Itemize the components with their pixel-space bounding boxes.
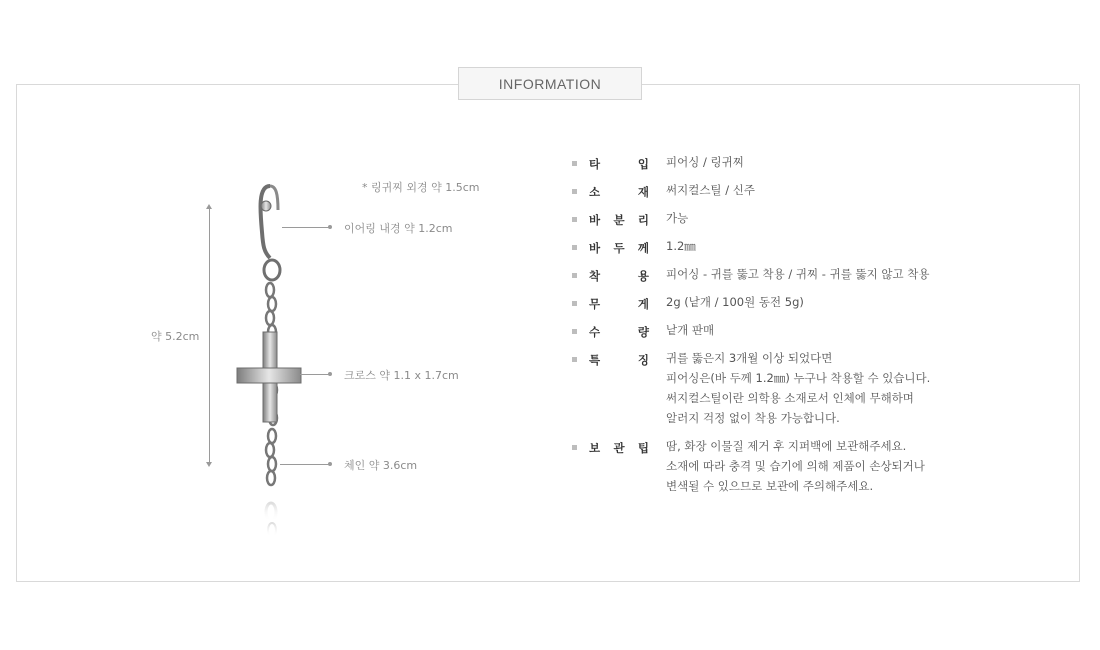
spec-value	[666, 180, 755, 200]
spec-label	[589, 440, 649, 456]
spec-label	[589, 156, 649, 172]
spec-label-char: 두	[613, 241, 625, 255]
spec-label	[589, 296, 649, 312]
spec-value-line: 알러지 걱정 없이 착용 가능합니다.	[666, 411, 840, 425]
spec-row	[572, 324, 1052, 340]
spec-label	[589, 268, 649, 284]
inner-diameter-annotation: 이어링 내경 약 1.2cm	[344, 222, 453, 235]
spec-label-char: 바	[589, 241, 601, 255]
bullet-icon	[572, 245, 577, 250]
bullet-icon	[572, 273, 577, 278]
chain-leader-dot	[328, 462, 332, 466]
spec-row	[572, 184, 1052, 200]
spec-label-char: 소	[589, 185, 601, 199]
spec-label-char: 재	[637, 185, 649, 199]
spec-value	[666, 264, 929, 284]
spec-label-char: 리	[637, 213, 649, 227]
spec-value-line: 낱개 판매	[666, 323, 715, 337]
spec-label-char: 특	[589, 353, 601, 367]
chain-leader-line	[280, 464, 330, 465]
cross-size-annotation: 크로스 약 1.1 x 1.7cm	[344, 369, 459, 382]
spec-label-char: 분	[613, 213, 625, 227]
bullet-icon	[572, 189, 577, 194]
spec-label-char: 관	[613, 441, 625, 455]
spec-list	[572, 156, 1052, 508]
spec-row	[572, 240, 1052, 256]
spec-label-char: 착	[589, 269, 601, 283]
bullet-icon	[572, 217, 577, 222]
spec-value	[666, 436, 925, 496]
spec-value	[666, 348, 930, 428]
spec-label	[589, 184, 649, 200]
spec-label-char: 바	[589, 213, 601, 227]
spec-value-line: 소재에 따라 충격 및 습기에 의해 제품이 손상되거나	[666, 459, 925, 473]
spec-value-line: 가능	[666, 211, 689, 225]
spec-label-char: 량	[637, 325, 649, 339]
cross-leader-dot	[328, 372, 332, 376]
spec-label-char: 팁	[637, 441, 649, 455]
spec-label-char: 게	[637, 297, 649, 311]
spec-label-char: 수	[589, 325, 601, 339]
bullet-icon	[572, 357, 577, 362]
bullet-icon	[572, 445, 577, 450]
spec-label	[589, 240, 649, 256]
spec-value-line: 피어싱 / 링귀찌	[666, 155, 744, 169]
spec-value-line: 변색될 수 있으므로 보관에 주의해주세요.	[666, 479, 874, 493]
spec-value	[666, 236, 696, 256]
spec-row	[572, 212, 1052, 228]
bullet-icon	[572, 301, 577, 306]
spec-value-line: 피어싱 - 귀를 뚫고 착용 / 귀찌 - 귀를 뚫지 않고 착용	[666, 267, 930, 281]
spec-label	[589, 212, 649, 228]
arrow-up-icon	[206, 204, 212, 209]
spec-value-line: 써지컬스틸 / 신주	[666, 183, 755, 197]
spec-label-char: 보	[589, 441, 601, 455]
spec-value-line: 1.2㎜	[666, 239, 696, 253]
chain-length-annotation: 체인 약 3.6cm	[344, 459, 418, 472]
spec-row	[572, 352, 1052, 428]
bullet-icon	[572, 329, 577, 334]
spec-value-line: 써지컬스틸이란 의학용 소재로서 인체에 무해하며	[666, 391, 914, 405]
spec-row	[572, 156, 1052, 172]
inner-leader-line	[282, 227, 330, 228]
spec-value-line: 땀, 화장 이물질 제거 후 지퍼백에 보관해주세요.	[666, 439, 907, 453]
spec-label-char: 징	[637, 353, 649, 367]
arrow-down-icon	[206, 462, 212, 467]
spec-value	[666, 292, 804, 312]
total-length-line	[209, 207, 210, 465]
spec-value	[666, 208, 688, 228]
spec-label-char: 입	[637, 157, 649, 171]
spec-row	[572, 296, 1052, 312]
spec-row	[572, 268, 1052, 284]
spec-value-line: 귀를 뚫은지 3개월 이상 되었다면	[666, 351, 833, 365]
inner-leader-dot	[328, 225, 332, 229]
cross-leader-line	[300, 374, 330, 375]
spec-value	[666, 152, 744, 172]
spec-label-char: 무	[589, 297, 601, 311]
spec-label	[589, 324, 649, 340]
spec-label-char: 타	[589, 157, 601, 171]
spec-label-char: 용	[637, 269, 649, 283]
total-length-annotation: 약 5.2cm	[151, 330, 200, 343]
spec-value	[666, 320, 714, 340]
spec-value-line: 2g (낱개 / 100원 동전 5g)	[666, 295, 804, 309]
section-title: INFORMATION	[458, 67, 642, 100]
cross-earring-image	[230, 180, 310, 560]
spec-row	[572, 440, 1052, 496]
bullet-icon	[572, 161, 577, 166]
ring-outer-annotation: * 링귀찌 외경 약 1.5cm	[362, 181, 480, 194]
spec-label	[589, 352, 649, 368]
spec-value-line: 피어싱은(바 두께 1.2㎜) 누구나 착용할 수 있습니다.	[666, 371, 931, 385]
spec-label-char: 께	[637, 241, 649, 255]
